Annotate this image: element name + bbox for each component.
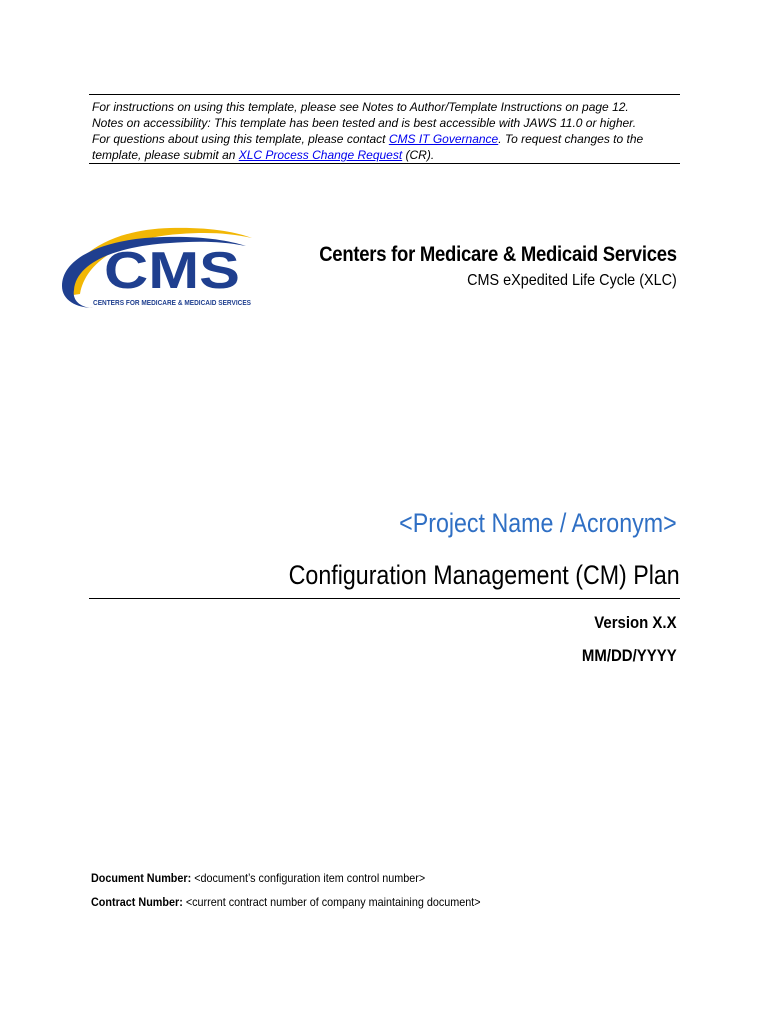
cms-logo-wordmark: CMS [104, 242, 240, 300]
document-title-rule [89, 560, 680, 599]
instructions-line-1: For instructions on using this template, please see Notes to Author/Template Instructions on page 12. [92, 100, 629, 114]
cms-logo-tagline: CENTERS FOR MEDICARE & MEDICAID SERVICES [93, 300, 252, 307]
instructions-line-2: Notes on accessibility: This template has been tested and is best accessible with JAWS 11.0 or higher. [92, 116, 637, 130]
document-number-value: <document’s configuration item control number> [191, 871, 426, 885]
contract-number-value: <current contract number of company maintaining document> [182, 895, 481, 909]
organization-name: Centers for Medicare & Medicaid Services [319, 242, 677, 266]
document-date: MM/DD/YYYY [582, 646, 677, 665]
cms-it-governance-link[interactable]: CMS IT Governance [388, 132, 499, 146]
document-title: Configuration Management (CM) Plan [288, 560, 680, 590]
instructions-line-3-prefix: For questions about using this template, please contact [92, 132, 389, 146]
instructions-line-4 [92, 147, 677, 163]
xlc-process-change-request-link[interactable]: XLC Process Change Request [238, 148, 403, 162]
contract-number-label: Contract Number: [91, 895, 183, 909]
document-number-line [91, 871, 425, 885]
instructions-line-3-suffix: . To request changes to the [498, 132, 644, 146]
document-number-label: Document Number: [91, 871, 192, 885]
template-instructions-box [89, 94, 680, 164]
document-version: Version X.X [594, 613, 677, 632]
contract-number-line [91, 895, 481, 909]
organization-subtitle: CMS eXpedited Life Cycle (XLC) [467, 272, 677, 289]
instructions-line-4-suffix: (CR). [402, 148, 435, 162]
instructions-line-4-prefix: template, please submit an [92, 148, 239, 162]
cms-logo [60, 224, 254, 310]
organization-header [261, 240, 677, 292]
instructions-line-3 [92, 131, 677, 147]
project-name-placeholder: <Project Name / Acronym> [399, 508, 677, 538]
